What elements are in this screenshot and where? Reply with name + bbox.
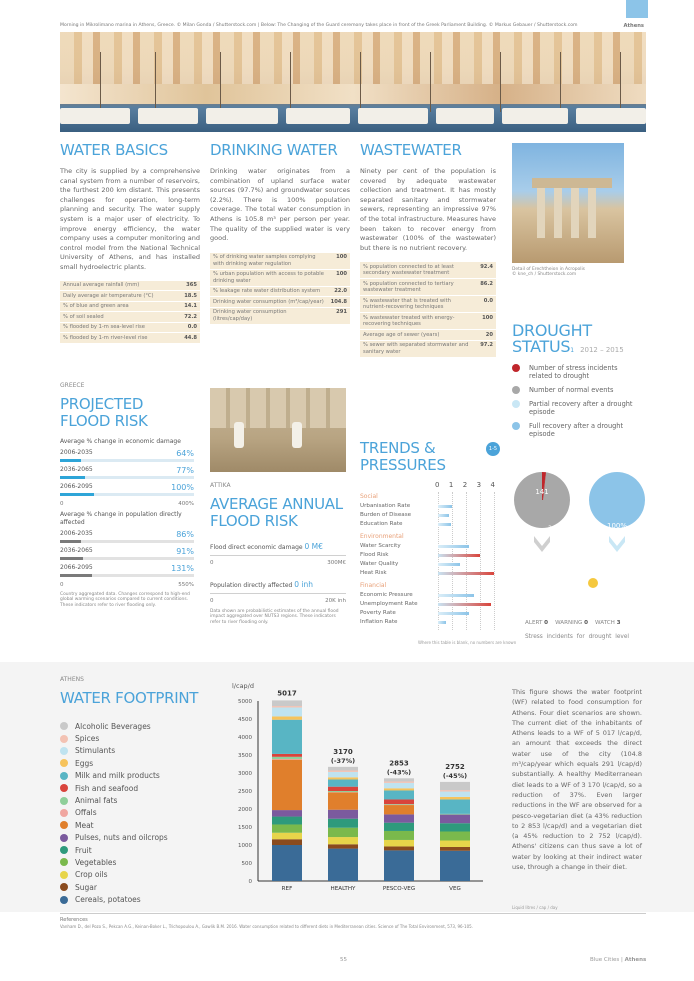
wastewater-table	[360, 262, 496, 358]
watch-dot	[588, 578, 598, 588]
projected-title-2: FLOOD RISK	[60, 412, 148, 430]
legend-label: Sugar	[75, 882, 97, 892]
y-tick-label: 2000	[238, 807, 252, 813]
trend-bar	[438, 621, 446, 624]
bar-segment	[384, 823, 414, 831]
legend-swatch	[60, 846, 68, 854]
legend-swatch	[512, 386, 520, 394]
table-row: % leakage rate water distribution system 22.0	[210, 287, 350, 298]
bar-segment	[440, 799, 470, 813]
legend-label: Meat	[75, 820, 94, 830]
bar-segment	[328, 779, 358, 786]
legend-label: Animal fats	[75, 796, 118, 806]
trend-label: Flood Risk	[360, 552, 389, 558]
legend-item: Partial recovery after a drought episode	[512, 400, 642, 416]
bar-segment	[440, 797, 470, 800]
page-city-label: Athens	[623, 23, 644, 29]
erechtheion-caption: Detail of Erechtheion in Acropolis © kne_ch / Shutterstock.com	[512, 267, 585, 278]
x-tick-label: HEALTHY	[330, 886, 356, 892]
trend-label: Urbanisation Rate	[360, 503, 411, 509]
water-basics-text: The city is supplied by a comprehensive canal system from a number of reservoirs, the furthest 200 km distant. This presents challenges for operation, long-term planning and security. The water supply system is a major user of electricity. To improve energy efficiency, the water company uses a computer monitoring and control model from the National Technical University of Athens, and has installed small hydroelectric plants.	[60, 167, 200, 271]
legend-item	[60, 720, 210, 732]
pop-subtitle: Average % change in population directly affected	[60, 511, 182, 526]
references-text: Vanham D., del Pozo S., Pekcan A.G., Keinan-Boker L., Trichopoulou A., Gawlik B.M. 2016. Water consumption related to different diets in Mediterranean cities. Science of The Total Environment, 573, 96-105.	[60, 924, 473, 929]
references-title: References	[60, 917, 88, 923]
region-label: ATHENS	[60, 676, 84, 683]
legend-swatch	[60, 834, 68, 842]
legend-item	[60, 770, 210, 782]
legend-label: Fruit	[75, 845, 92, 855]
legend-label: Eggs	[75, 758, 94, 768]
table-row: % of drinking water samples complying with drinking water regulation 100	[210, 253, 350, 270]
scale-tick: 4	[490, 481, 495, 489]
bar-segment	[328, 787, 358, 791]
water-basics-section	[60, 143, 200, 344]
full-recovery-pie	[589, 472, 645, 528]
bar-segment	[384, 805, 414, 814]
unit-note: Liquid litres / cap / day	[512, 905, 558, 910]
pop-bars: 2006-2035 86% 2036-2065 91% 2066-2095 131% 0 550%	[60, 530, 194, 588]
normal-events-count: 141	[535, 488, 549, 496]
trend-label: Inflation Rate	[360, 619, 398, 625]
trends-note: Where this table is blank, no numbers are known	[418, 640, 517, 645]
table-row: % sewer with separated stormwater and sanitary water 97.2	[360, 341, 496, 358]
trends-section	[360, 440, 500, 474]
stress-incidents-count: 3	[548, 525, 552, 532]
annual-flood-note: Data shown are probabilistic estimates of the annual flood impact aggregated over NUTS3 regions. These indicators refer to river flooding only.	[210, 609, 339, 625]
legend-label: Fish and seafood	[75, 783, 139, 793]
watch-level: WATCH 3	[595, 620, 621, 626]
x-tick-label: VEG	[449, 886, 461, 892]
bar-segment	[272, 833, 302, 839]
legend-swatch	[60, 759, 68, 767]
bar-segment	[384, 788, 414, 790]
region-label: GREECE	[60, 382, 85, 389]
y-tick-label: 2500	[238, 789, 252, 795]
bar-segment	[440, 847, 470, 851]
trend-label: Heat Risk	[360, 570, 387, 576]
total-label: 2752	[445, 762, 465, 771]
photo-credits: Morning in Mikrolimano marina in Athens, Greece. © Milan Gonda / Shutterstock.com | Below: The Changing of the Guard ceremony takes place in front of the Greek Parliament Building. © Markus Gebauer / Shutterstock.com	[60, 23, 578, 28]
trend-bar	[438, 612, 469, 615]
legend-label: Crop oils	[75, 870, 108, 880]
bar-segment	[440, 790, 470, 791]
marina-photo	[60, 32, 646, 132]
footer-label: Blue Cities | Athens	[590, 957, 647, 963]
legend-swatch	[512, 400, 520, 408]
projected-flood-section	[60, 382, 194, 608]
erechtheion-photo	[512, 143, 624, 263]
chevron-down-icon	[609, 536, 625, 552]
table-row: Drinking water consumption (litres/cap/day) 291	[210, 308, 350, 325]
trend-label: Burden of Disease	[360, 512, 412, 518]
water-basics-title: WATER BASICS	[60, 141, 168, 159]
bar-segment	[272, 759, 302, 760]
trend-bar	[438, 505, 452, 508]
legend-item	[60, 745, 210, 757]
table-row: Daily average air temperature (°C) 18.5	[60, 291, 200, 302]
legend-swatch	[60, 883, 68, 891]
change-label: (-45%)	[442, 771, 468, 780]
drinking-water-section	[210, 143, 350, 325]
pop-bar-3	[60, 574, 92, 577]
wastewater-title: WASTEWATER	[360, 141, 462, 159]
footprint-section	[60, 676, 210, 906]
bar-segment	[384, 850, 414, 881]
bar-segment	[328, 828, 358, 837]
scale-tick: 1	[448, 481, 454, 489]
header-accent-tab	[626, 0, 648, 18]
drought-years: 2012 – 2015	[580, 346, 624, 354]
bar-segment	[272, 707, 302, 716]
y-tick-label: 3000	[238, 771, 252, 777]
bar-segment	[272, 757, 302, 759]
table-row: % wastewater treated with energy-recovering techniques 100	[360, 313, 496, 330]
y-tick-label: 1000	[238, 843, 252, 849]
bar-segment	[272, 760, 302, 810]
trend-bar	[438, 554, 480, 557]
trend-bar	[438, 545, 469, 548]
bar-segment	[384, 790, 414, 799]
table-row: Annual average rainfall (mm) 365	[60, 281, 200, 292]
legend-swatch	[60, 797, 68, 805]
table-row: % of blue and green area 14.1	[60, 302, 200, 313]
change-label: (-37%)	[330, 756, 356, 765]
trend-group-label: Environmental	[360, 533, 404, 540]
legend-item	[60, 757, 210, 769]
legend-item	[60, 869, 210, 881]
table-row: % urban population with access to potable drinking water 100	[210, 270, 350, 287]
legend-swatch	[512, 422, 520, 430]
trend-group-label: Financial	[360, 582, 387, 589]
bar-segment	[272, 839, 302, 845]
annual-flood-title-2: FLOOD RISK	[210, 512, 298, 530]
bar-segment	[328, 767, 358, 771]
legend-label: Pulses, nuts and oilcrops	[75, 833, 168, 843]
table-row: Average age of sewer (years) 20	[360, 330, 496, 341]
wastewater-section	[360, 143, 496, 358]
alert-level: ALERT 0	[525, 620, 549, 626]
trend-label: Economic Pressure	[360, 592, 413, 598]
damage-bar-2	[60, 476, 85, 479]
bar-segment	[384, 814, 414, 822]
legend-label: Milk and milk products	[75, 771, 160, 781]
bar-segment	[328, 819, 358, 828]
damage-bar-3	[60, 493, 94, 496]
drought-title-2: STATUS	[512, 337, 571, 356]
table-row: % flooded by 1-m river-level rise 44.8	[60, 333, 200, 344]
legend-swatch	[60, 896, 68, 904]
x-tick-label: PESCO-VEG	[382, 886, 416, 892]
legend-swatch	[60, 821, 68, 829]
legend-swatch	[60, 858, 68, 866]
drought-legend	[512, 364, 642, 438]
legend-label: Cereals, potatoes	[75, 895, 141, 905]
trend-label: Education Rate	[360, 521, 403, 527]
bar-segment	[384, 846, 414, 850]
bar-segment	[272, 754, 302, 757]
drought-footnote-marker: 1	[570, 347, 575, 354]
legend-item	[60, 832, 210, 844]
guard-photo	[210, 388, 346, 472]
scale-tick: 2	[462, 481, 468, 489]
bar-segment	[440, 782, 470, 790]
y-tick-label: 0	[248, 879, 252, 885]
legend-item	[60, 819, 210, 831]
legend-swatch	[512, 364, 520, 372]
scale-tick: 3	[476, 481, 482, 489]
legend-item	[60, 732, 210, 744]
bar-segment	[272, 817, 302, 825]
drought-pies	[506, 470, 650, 600]
drought-title: DROUGHT	[512, 321, 592, 340]
legend-item: Number of normal events	[512, 386, 642, 394]
bar-segment	[440, 832, 470, 841]
legend-item: Full recovery after a drought episode	[512, 422, 642, 438]
x-tick-label: REF	[281, 886, 293, 892]
bar-segment	[440, 851, 470, 881]
bar-segment	[328, 837, 358, 844]
y-tick-label: 3500	[238, 753, 252, 759]
legend-swatch	[60, 809, 68, 817]
bar-segment	[440, 841, 470, 847]
drinking-water-text: Drinking water originates from a combination of upland surface water sources (97.7%) and groundwater sources (2.2%). There is 100% population coverage. The total water consumption in Athens is 105.8 m³ per person per year. The quality of the supplied water is very good.	[210, 167, 350, 243]
trend-bar	[438, 514, 449, 517]
damage-row: Flood direct economic damage 0 M€	[210, 542, 323, 551]
table-row: % of soil sealed 72.2	[60, 312, 200, 323]
legend-label: Vegetables	[75, 857, 117, 867]
legend-swatch	[60, 735, 68, 743]
legend-label: Alcoholic Beverages	[75, 721, 151, 731]
scale-tick: 0	[435, 481, 440, 489]
damage-subtitle: Average % change in economic damage	[60, 438, 181, 445]
legend-swatch	[60, 722, 68, 730]
bar-segment	[272, 810, 302, 816]
bar-segment	[384, 783, 414, 788]
damage-bar-1	[60, 459, 81, 462]
pop-row: Population directly affected 0 inh	[210, 580, 314, 589]
bar-segment	[272, 845, 302, 881]
legend-item	[60, 844, 210, 856]
y-tick-label: 4500	[238, 717, 252, 723]
legend-swatch	[60, 871, 68, 879]
table-row: % wastewater that is treated with nutrient-recovering techniques 0.0	[360, 296, 496, 313]
trend-label: Water Quality	[360, 561, 399, 567]
bar-segment	[328, 792, 358, 809]
full-recovery-pct: 100%	[606, 522, 628, 530]
bar-segment	[384, 778, 414, 781]
trend-bar	[438, 563, 460, 566]
wastewater-text: Ninety per cent of the population is covered by adequate wastewater collection and treatment. It has mostly separated sanitary and stormwater sewers, representing an impressive 97% of the total infrastructure. Measures have been taken to recover energy from wastewater (100% of the wastewater) but there is no nutrient recovery.	[360, 167, 496, 252]
pop-bar-1	[60, 540, 81, 543]
total-label: 5017	[277, 689, 297, 698]
trends-title-2: PRESSURES	[360, 456, 446, 474]
legend-item	[60, 807, 210, 819]
trend-label: Unemployment Rate	[360, 601, 418, 607]
annual-flood-title: AVERAGE ANNUAL	[210, 495, 343, 513]
projected-title: PROJECTED	[60, 395, 144, 413]
y-tick-label: 500	[241, 861, 252, 867]
legend-label: Stimulants	[75, 746, 116, 756]
footprint-chart	[228, 676, 490, 900]
warning-level: WARNING 0	[555, 620, 589, 626]
legend-item	[60, 856, 210, 868]
bar-segment	[384, 831, 414, 840]
bar-segment	[328, 772, 358, 777]
drought-section	[512, 323, 642, 444]
y-axis-label: l/cap/d	[232, 682, 254, 690]
scale-badge: 1-5	[486, 442, 500, 456]
annual-flood-section: ATTIKA AVERAGE ANNUAL FLOOD RISK Flood direct economic damage 0 M€ 0 300M€ Population directly affected 0 inh 0 20K inh Data shown are probabilistic estimates of the annual flood impact aggregated over NUTS3 regions. These indicators refer to river flooding only.	[210, 482, 346, 625]
trends-title: TRENDS &	[360, 439, 436, 457]
projected-note: Country aggregated data. Changes correspond to high-end global warming scenarios compared to current conditions. These indicators refer to river flooding only.	[60, 592, 190, 608]
bar-segment	[328, 791, 358, 792]
bar-segment	[384, 840, 414, 846]
trend-bar	[438, 523, 451, 526]
damage-bars: 2006-2035 64% 2036-2065 77% 2066-2095 100% 0 400%	[60, 449, 194, 507]
trend-label: Water Scarcity	[360, 543, 401, 549]
bar-segment	[328, 777, 358, 779]
trend-bar	[438, 603, 491, 606]
legend-swatch	[60, 747, 68, 755]
footprint-legend	[60, 720, 210, 906]
bar-segment	[440, 815, 470, 824]
legend-label: Offals	[75, 808, 97, 818]
bar-segment	[272, 720, 302, 754]
trend-group-label: Social	[360, 493, 378, 500]
table-row: Drinking water consumption (m³/cap/year) 104.8	[210, 297, 350, 308]
y-tick-label: 4000	[238, 735, 252, 741]
bar-segment	[272, 824, 302, 832]
bar-segment	[384, 781, 414, 782]
drought-levels	[525, 620, 621, 626]
bar-segment	[384, 804, 414, 805]
divider	[60, 913, 646, 914]
bar-segment	[328, 810, 358, 819]
bar-segment	[440, 792, 470, 797]
bar-segment	[328, 770, 358, 771]
stress-caption: Stress incidents for drought level	[525, 634, 630, 640]
bar-segment	[328, 849, 358, 881]
water-basics-table	[60, 281, 200, 344]
chevron-down-icon	[534, 536, 550, 552]
bar-segment	[440, 823, 470, 831]
bar-segment	[272, 700, 302, 706]
legend-item	[60, 881, 210, 893]
bar-segment	[440, 814, 470, 815]
legend-item: Number of stress incidents related to drought	[512, 364, 642, 380]
page-number: 55	[340, 957, 347, 963]
total-label: 2853	[389, 759, 409, 768]
y-tick-label: 5000	[238, 699, 252, 705]
table-row: % population connected to tertiary wastewater treatment 86.2	[360, 279, 496, 296]
region-label: ATTIKA	[210, 482, 231, 489]
drinking-water-title: DRINKING WATER	[210, 141, 338, 159]
trend-label: Poverty Rate	[360, 610, 396, 616]
bar-segment	[384, 799, 414, 804]
legend-item	[60, 893, 210, 905]
bar-segment	[272, 706, 302, 707]
table-row: % population connected to at least secondary wastewater treatment 92.4	[360, 262, 496, 279]
table-row: % flooded by 1-m sea-level rise 0.0	[60, 323, 200, 334]
legend-item	[60, 782, 210, 794]
legend-label: Spices	[75, 734, 100, 744]
footprint-text: This figure shows the water footprint (WF) related to food consumption for Athens. Four diet scenarios are shown. The current diet of the inhabitants of Athens leads to a WF of 5 017 l/cap/d, an amount that exceeds the direct water use of the city (104.8 m³/cap/year which equals 291 l/cap/d) substantially. A healthy Mediterranean diet leads to a WF of 3 170 l/cap/d, so a reduction of 37%. Even larger reductions in the WF are observed for a pesco-vegetarian diet (a 43% reduction to 2 853 l/cap/d) and a vegetarian diet (a 45% reduction to 2 752 l/cap/d). Athens' citizens can thus save a lot of water by looking at their indirect water use, through a change in their diet.	[512, 688, 642, 872]
total-label: 3170	[333, 747, 353, 756]
pop-bar-2	[60, 557, 83, 560]
legend-item	[60, 794, 210, 806]
trend-bar	[438, 594, 474, 597]
drinking-water-table	[210, 253, 350, 325]
legend-swatch	[60, 784, 68, 792]
change-label: (-43%)	[386, 768, 412, 777]
trend-bar	[438, 572, 494, 575]
bar-segment	[272, 716, 302, 719]
bar-segment	[328, 844, 358, 848]
trends-chart	[360, 481, 500, 631]
footprint-title: WATER FOOTPRINT	[60, 689, 199, 707]
legend-swatch	[60, 772, 68, 780]
y-tick-label: 1500	[238, 825, 252, 831]
